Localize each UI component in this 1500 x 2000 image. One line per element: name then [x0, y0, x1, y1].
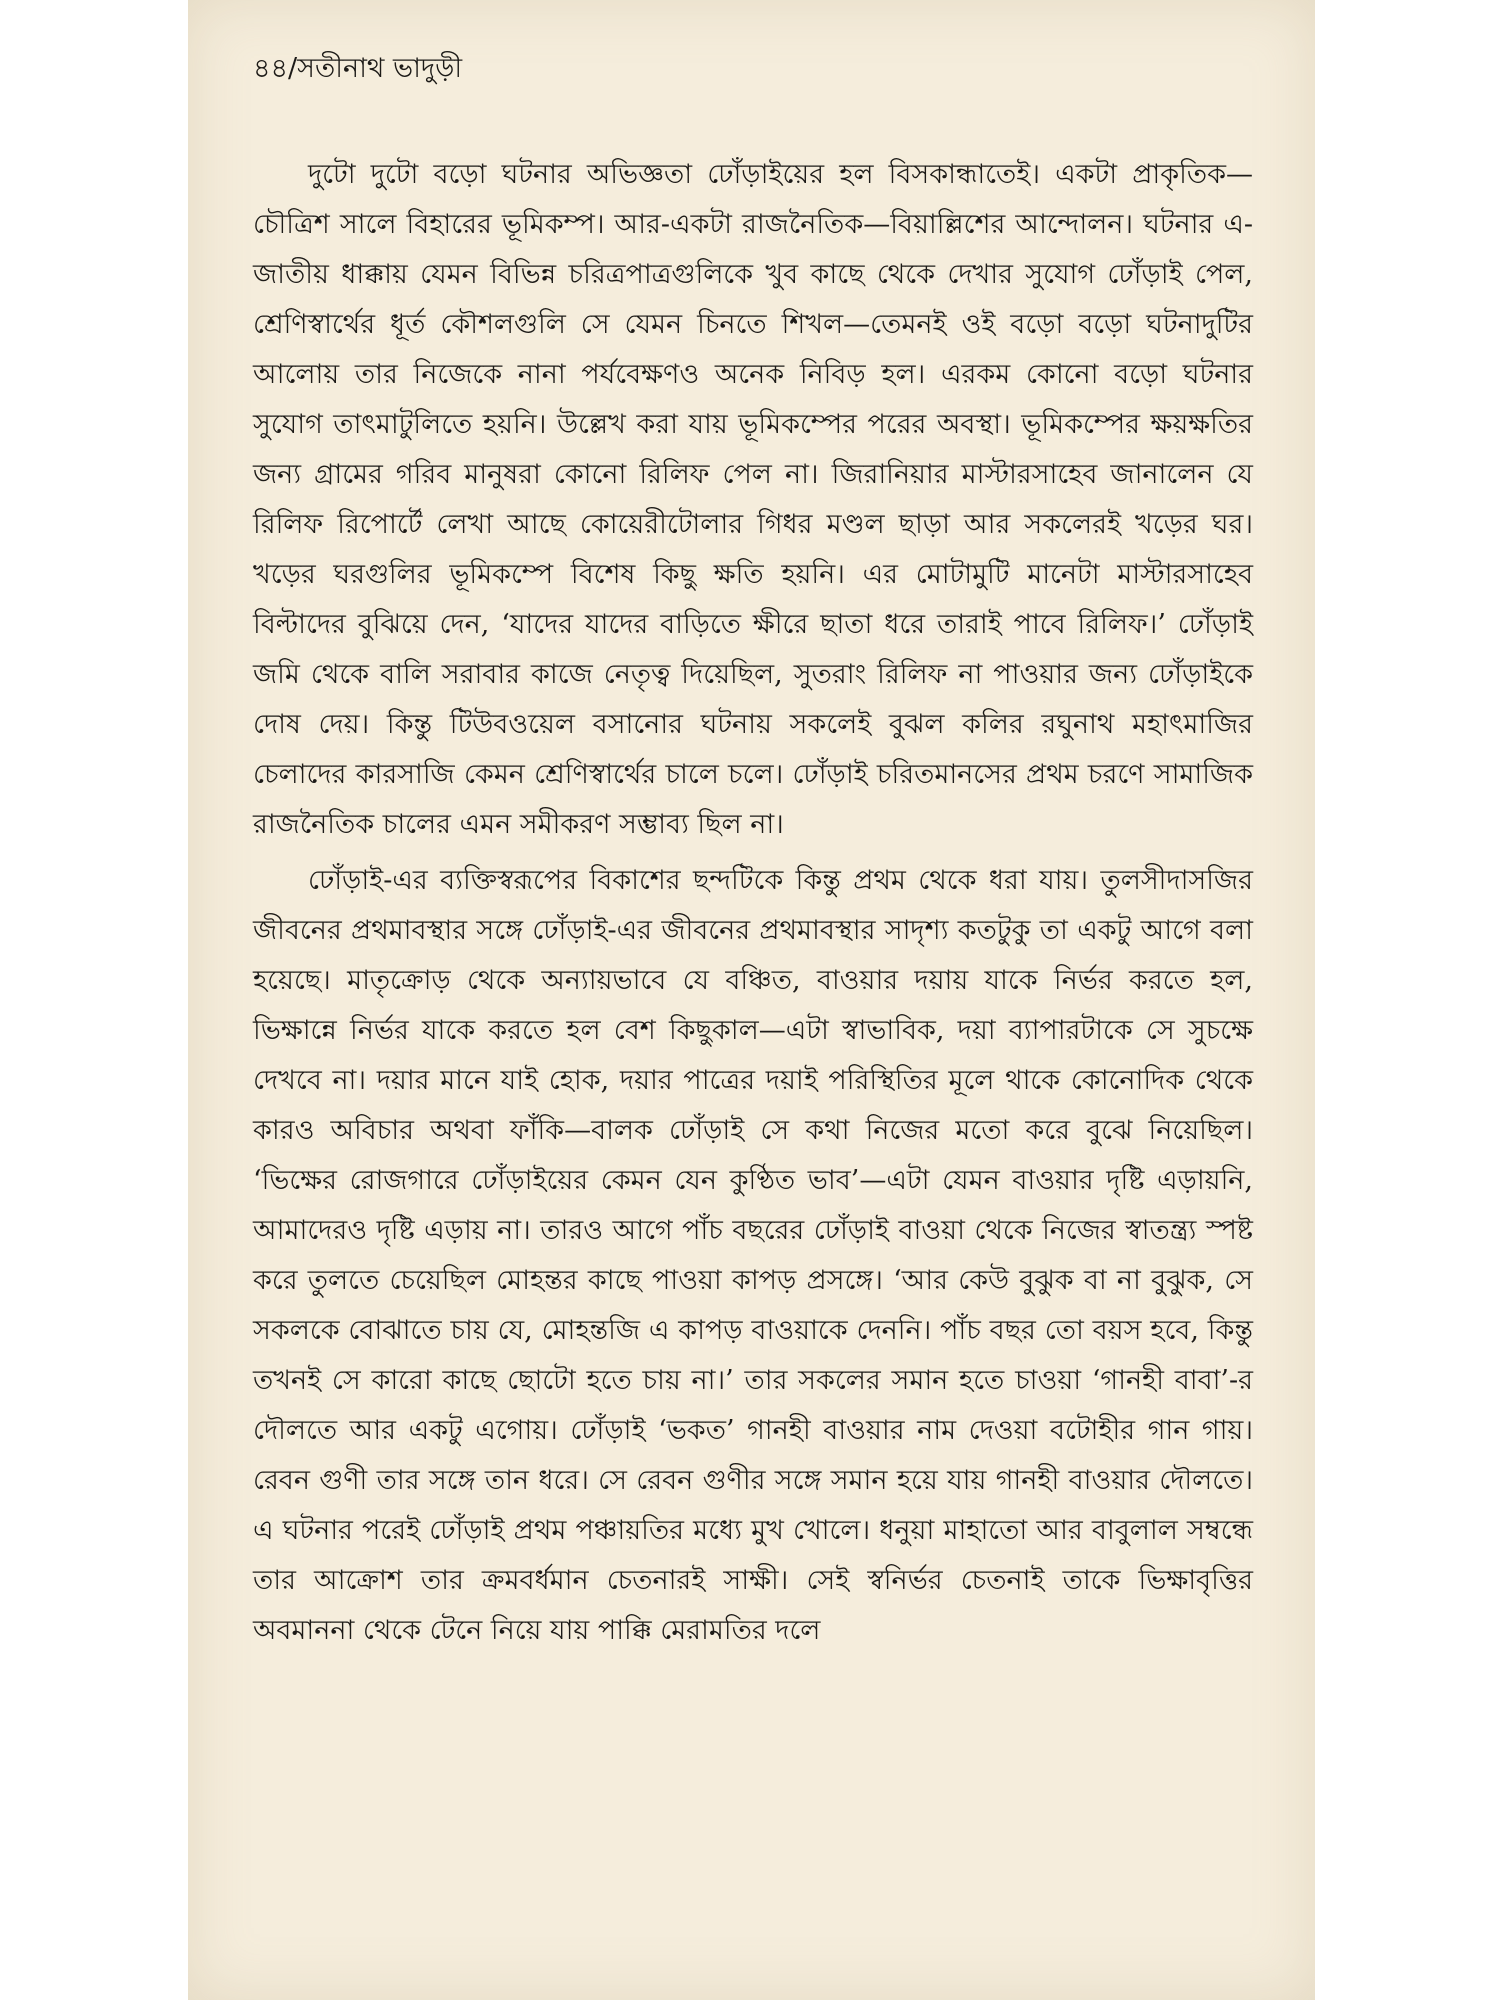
body-text [253, 150, 1253, 1656]
running-head: ৪৪/সতীনাথ ভাদুড়ী [253, 53, 463, 84]
book-page [188, 0, 1315, 2000]
paragraph: ঢোঁড়াই-এর ব্যক্তিস্বরূপের বিকাশের ছন্দটিকে কিন্তু প্রথম থেকে ধরা যায়। তুলসীদাসজির জীবনের প্রথমাবস্থার সঙ্গে ঢোঁড়াই-এর জীবনের প্রথমাবস্থার সাদৃশ্য কতটুকু তা একটু আগে বলা হয়েছে। মাতৃক্রোড় থেকে অন্যায়ভাবে যে বঞ্চিত, বাওয়ার দয়ায় যাকে নির্ভর করতে হল, ভিক্ষান্নে নির্ভর যাকে করতে হল বেশ কিছুকাল—এটা স্বাভাবিক, দয়া ব্যাপারটাকে সে সুচক্ষে দেখবে না। দয়ার মানে যাই হোক, দয়ার পাত্রের দয়াই পরিস্থিতির মূলে থাকে কোনোদিক থেকে কারও অবিচার অথবা ফাঁকি—বালক ঢোঁড়াই সে কথা নিজের মতো করে বুঝে নিয়েছিল। ‘ভিক্ষের রোজগারে ঢোঁড়াইয়ের কেমন যেন কুণ্ঠিত ভাব’—এটা যেমন বাওয়ার দৃষ্টি এড়ায়নি, আমাদেরও দৃষ্টি এড়ায় না। তারও আগে পাঁচ বছরের ঢোঁড়াই বাওয়া থেকে নিজের স্বাতন্ত্র্য স্পষ্ট করে তুলতে চেয়েছিল মোহন্তর কাছে পাওয়া কাপড় প্রসঙ্গে। ‘আর কেউ বুঝুক বা না বুঝুক, সে সকলকে বোঝাতে চায় যে, মোহন্তজি এ কাপড় বাওয়াকে দেননি। পাঁচ বছর তো বয়স হবে, কিন্তু তখনই সে কারো কাছে ছোটো হতে চায় না।’ তার সকলের সমান হতে চাওয়া ‘গানহী বাবা’-র দৌলতে আর একটু এগোয়। ঢোঁড়াই ‘ভকত’ গানহী বাওয়ার নাম দেওয়া বটোহীর গান গায়। রেবন গুণী তার সঙ্গে তান ধরে। সে রেবন গুণীর সঙ্গে সমান হয়ে যায় গানহী বাওয়ার দৌলতে। এ ঘটনার পরেই ঢোঁড়াই প্রথম পঞ্চায়তির মধ্যে মুখ খোলে। ধনুয়া মাহাতো আর বাবুলাল সম্বন্ধে তার আক্রোশ তার ক্রমবর্ধমান চেতনারই সাক্ষী। সেই স্বনির্ভর চেতনাই তাকে ভিক্ষাবৃত্তির অবমাননা থেকে টেনে নিয়ে যায় পাক্কি মেরামতির দলে [253, 865, 1253, 1646]
paragraph: দুটো দুটো বড়ো ঘটনার অভিজ্ঞতা ঢোঁড়াইয়ের হল বিসকান্ধাতেই। একটা প্রাকৃতিক—চৌত্রিশ সালে বিহারের ভূমিকম্প। আর-একটা রাজনৈতিক—বিয়াল্লিশের আন্দোলন। ঘটনার এ-জাতীয় ধাক্কায় যেমন বিভিন্ন চরিত্রপাত্রগুলিকে খুব কাছে থেকে দেখার সুযোগ ঢোঁড়াই পেল, শ্রেণিস্বার্থের ধূর্ত কৌশলগুলি সে যেমন চিনতে শিখল—তেমনই ওই বড়ো বড়ো ঘটনাদুটির আলোয় তার নিজেকে নানা পর্যবেক্ষণও অনেক নিবিড় হল। এরকম কোনো বড়ো ঘটনার সুযোগ তাৎমাটুলিতে হয়নি। উল্লেখ করা যায় ভূমিকম্পের পরের অবস্থা। ভূমিকম্পের ক্ষয়ক্ষতির জন্য গ্রামের গরিব মানুষরা কোনো রিলিফ পেল না। জিরানিয়ার মাস্টারসাহেব জানালেন যে রিলিফ রিপোর্টে লেখা আছে কোয়েরীটোলার গিধর মণ্ডল ছাড়া আর সকলেরই খড়ের ঘর। খড়ের ঘরগুলির ভূমিকম্পে বিশেষ কিছু ক্ষতি হয়নি। এর মোটামুটি মানেটা মাস্টারসাহেব বিল্টাদের বুঝিয়ে দেন, ‘যাদের যাদের বাড়িতে ক্ষীরে ছাতা ধরে তারাই পাবে রিলিফ।’ ঢোঁড়াই জমি থেকে বালি সরাবার কাজে নেতৃত্ব দিয়েছিল, সুতরাং রিলিফ না পাওয়ার জন্য ঢোঁড়াইকে দোষ দেয়। কিন্তু টিউবওয়েল বসানোর ঘটনায় সকলেই বুঝল কলির রঘুনাথ মহাৎমাজির চেলাদের কারসাজি কেমন শ্রেণিস্বার্থের চালে চলে। ঢোঁড়াই চরিতমানসের প্রথম চরণে সামাজিক রাজনৈতিক চালের এমন সমীকরণ সম্ভাব্য ছিল না। [253, 159, 1253, 840]
